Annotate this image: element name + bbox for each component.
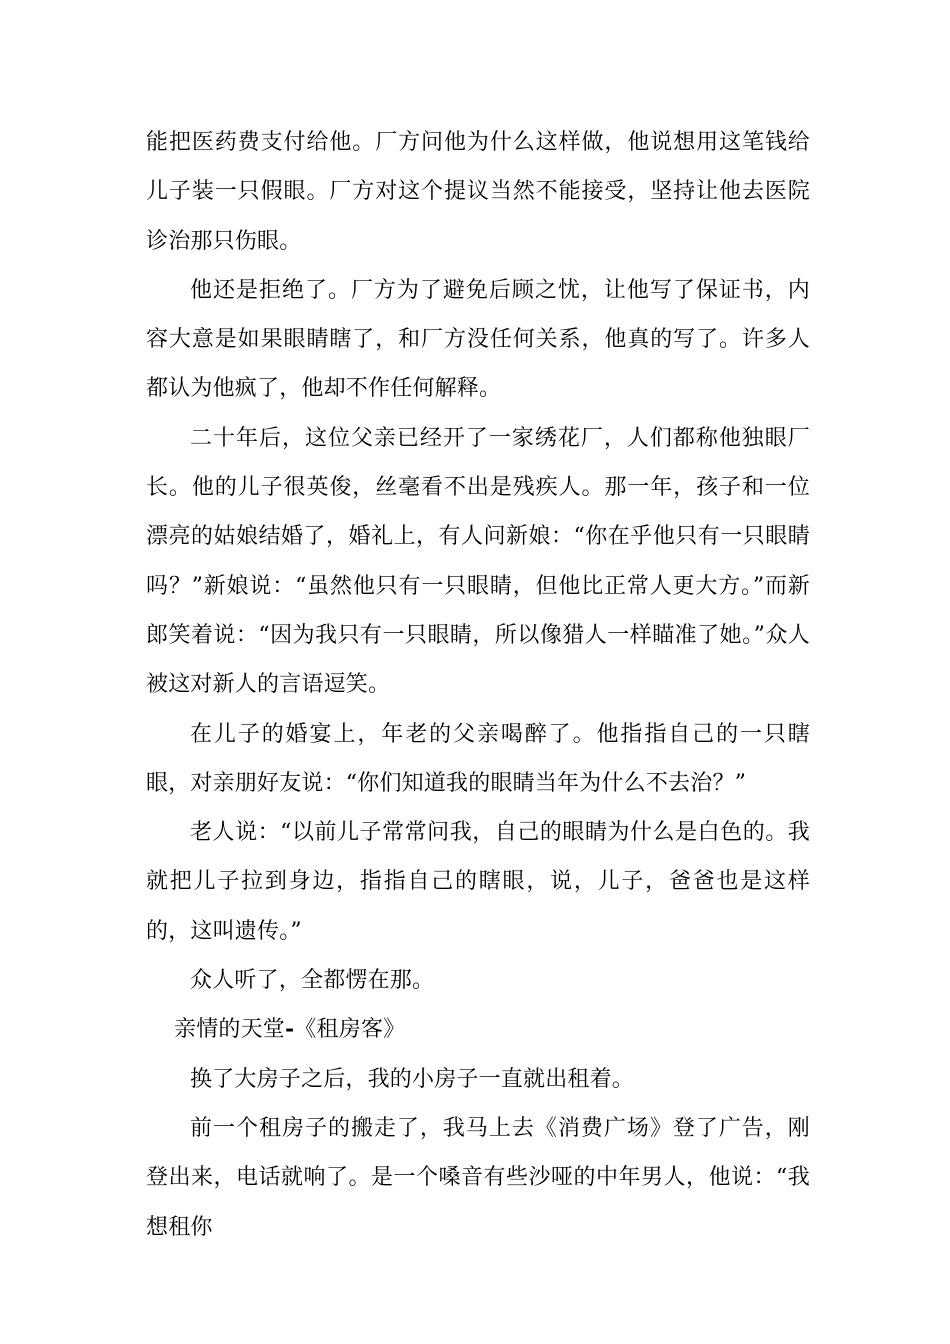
paragraph-4: 在儿子的婚宴上，年老的父亲喝醉了。他指指自己的一只瞎眼，对亲朋好友说：“你们知道我的眼睛当年为什么不去治？” — [146, 721, 810, 796]
document-body — [146, 118, 810, 1252]
paragraph-1: 能把医药费支付给他。厂方问他为什么这样做，他说想用这笔钱给儿子装一只假眼。厂方对这个提议当然不能接受，坚持让他去医院诊治那只伤眼。 — [146, 130, 810, 254]
paragraph-6: 众人听了，全都愣在那。 — [190, 968, 435, 994]
paragraph-2: 他还是拒绝了。厂方为了避免后顾之忧，让他写了保证书，内容大意是如果眼睛瞎了，和厂方没任何关系，他真的写了。许多人都认为他疯了，他却不作任何解释。 — [146, 277, 810, 402]
paragraph-3: 二十年后，这位父亲已经开了一家绣花厂，人们都称他独眼厂长。他的儿子很英俊，丝毫看不出是残疾人。那一年，孩子和一位漂亮的姑娘结婚了，婚礼上，有人问新娘：“你在乎他只有一只眼睛吗？”新娘说：“虽然他只有一只眼睛，但他比正常人更大方。”而新郎笑着说：“因为我只有一只眼睛，所以像猎人一样瞄准了她。”众人被这对新人的言语逗笑。 — [146, 425, 810, 698]
paragraph-5: 老人说：“以前儿子常常问我，自己的眼睛为什么是白色的。我就把儿子拉到身边，指指自己的瞎眼，说，儿子，爸爸也是这样的，这叫遗传。” — [146, 820, 810, 944]
paragraph-7: 换了大房子之后，我的小房子一直就出租着。 — [190, 1066, 635, 1092]
heading-dash: - — [285, 1016, 295, 1043]
paragraph-8: 前一个租房子的搬走了，我马上去《消费广场》登了广告，刚登出来，电话就响了。是一个嗓音有些沙哑的中年男人，他说：“我想租你 — [146, 1115, 810, 1240]
section-heading — [146, 1005, 810, 1054]
heading-title: 《租房客》 — [294, 1017, 406, 1043]
heading-prefix: 亲情的天堂 — [174, 1017, 286, 1043]
